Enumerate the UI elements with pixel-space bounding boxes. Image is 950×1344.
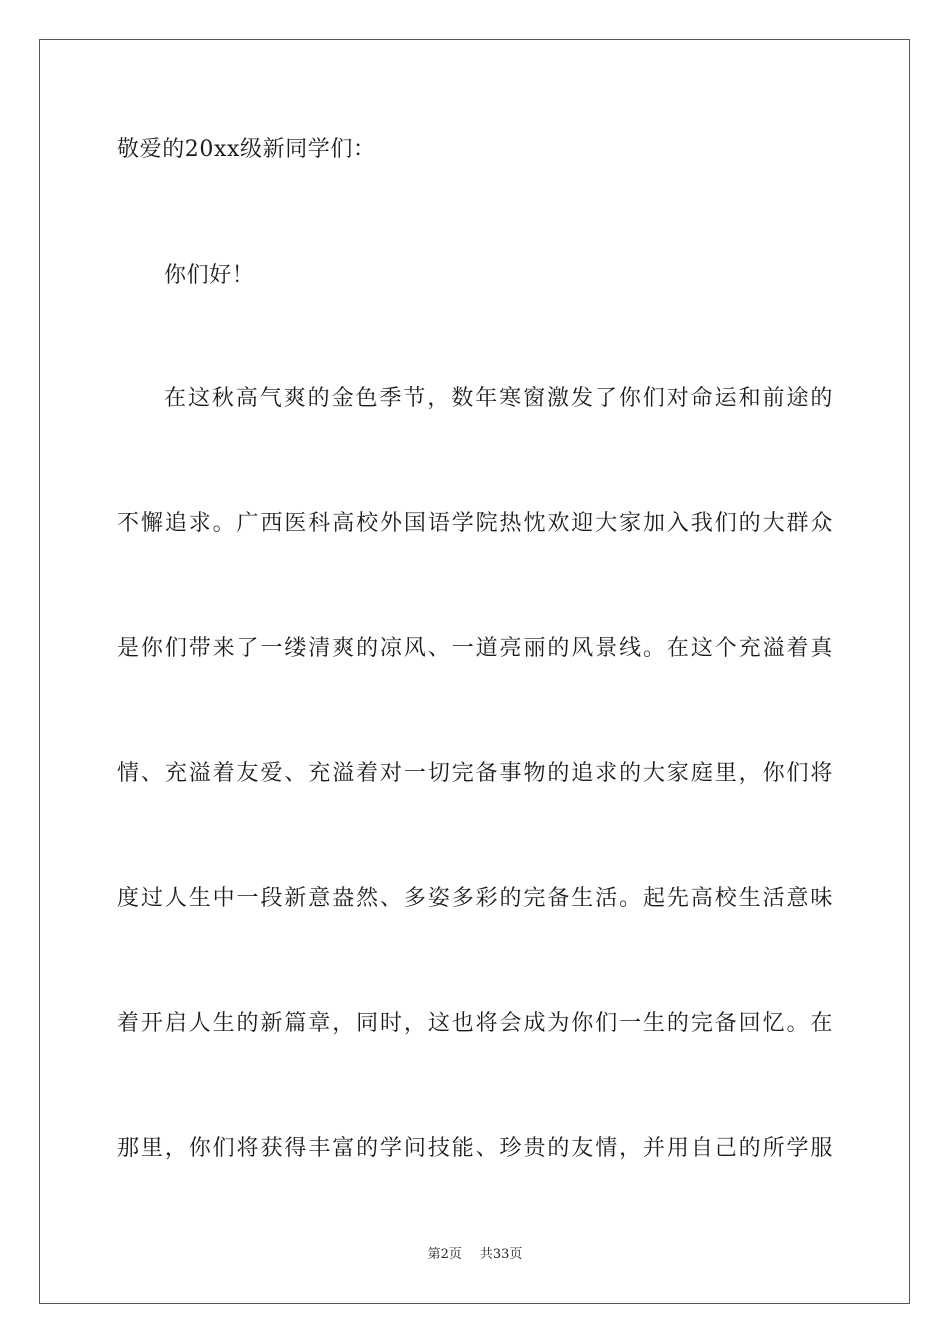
body-line-3: 是你们带来了一缕清爽的凉风、一道亮丽的风景线。在这个充溢着真 <box>117 636 833 661</box>
body-line-4: 情、充溢着友爱、充溢着对一切完备事物的追求的大家庭里，你们将 <box>117 761 833 786</box>
body-line-1: 在这秋高气爽的金色季节，数年寒窗激发了你们对命运和前途的 <box>164 386 833 411</box>
greeting-line: 敬爱的20xx级新同学们： <box>117 137 376 162</box>
page-footer <box>0 1246 950 1264</box>
page-frame <box>39 39 910 1304</box>
salutation-line: 你们好！ <box>164 263 255 288</box>
page-number: 第2页 <box>427 1247 462 1262</box>
body-line-5: 度过人生中一段新意盎然、多姿多彩的完备生活。起先高校生活意味 <box>117 886 833 911</box>
body-line-7: 那里，你们将获得丰富的学问技能、珍贵的友情，并用自己的所学服 <box>117 1136 833 1161</box>
page-total: 共33页 <box>479 1247 523 1262</box>
body-line-2: 不懈追求。广西医科高校外国语学院热忱欢迎大家加入我们的大群众 <box>117 511 833 536</box>
body-line-6: 着开启人生的新篇章，同时，这也将会成为你们一生的完备回忆。在 <box>117 1011 833 1036</box>
